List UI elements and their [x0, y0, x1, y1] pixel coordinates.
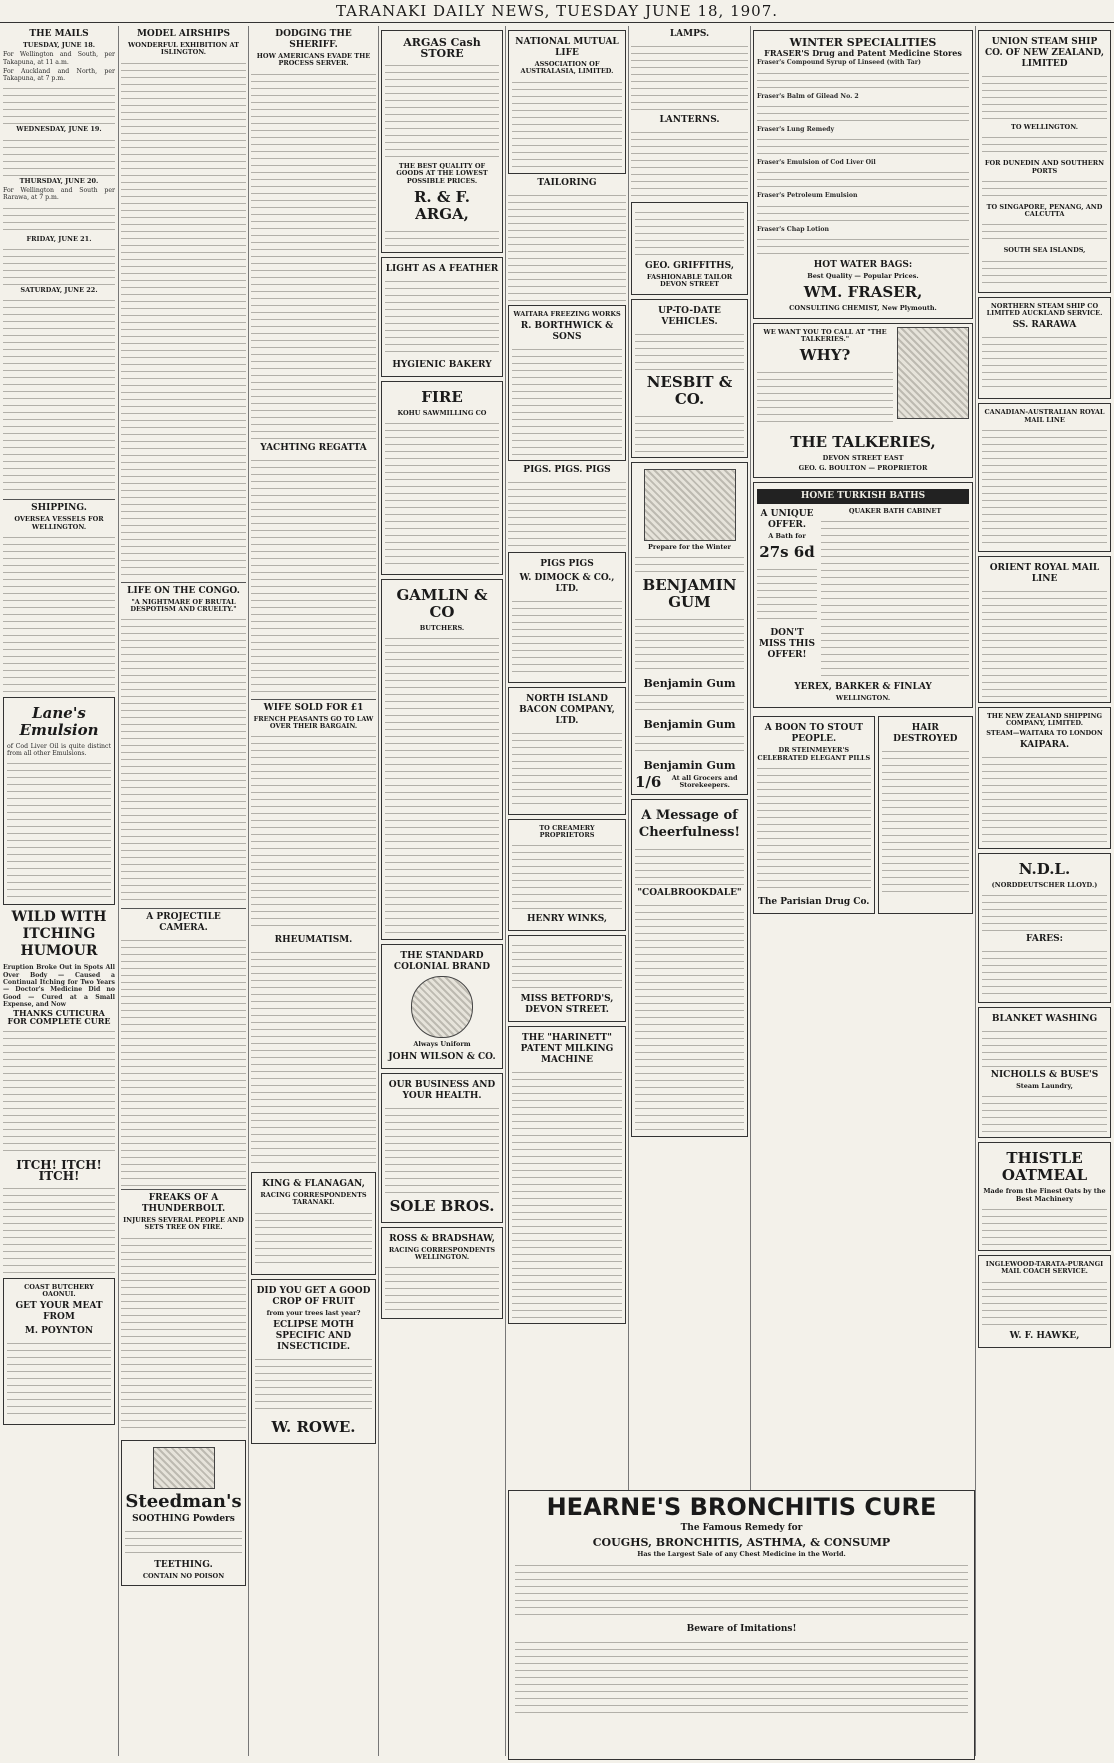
ad-ship: KAIPARA.: [1019, 739, 1070, 750]
ad-subtitle: FASHIONABLE TAILOR DEVON STREET: [646, 273, 733, 289]
ad-title: LIGHT AS A FEATHER: [385, 263, 499, 274]
body-text: [757, 69, 969, 91]
body-text: [757, 168, 969, 190]
ad-street: DEVON STREET EAST: [822, 454, 904, 463]
body-text: [982, 220, 1107, 245]
ad-product: Benjamin Gum: [643, 758, 736, 772]
body-text: [982, 753, 1107, 843]
body-text: [255, 1355, 372, 1415]
mail-coach-ad: [978, 1255, 1111, 1348]
article-heading: FREAKS OF A THUNDERBOLT.: [141, 1193, 226, 1215]
cuticura-tagline: THANKS CUTICURA FOR COMPLETE CURE: [7, 1008, 111, 1026]
body-text: [121, 1234, 246, 1434]
article-heading: YACHTING REGATTA: [260, 442, 367, 453]
body-text: [3, 1184, 115, 1274]
article-heading: A PROJECTILE CAMERA.: [146, 912, 221, 934]
borthwick-ad: [508, 305, 626, 461]
body-text: [385, 61, 499, 161]
ad-subtitle: The Famous Remedy for: [680, 1523, 803, 1533]
body-text: [982, 947, 1107, 997]
body-text: [385, 1104, 499, 1194]
body-text: [631, 42, 748, 112]
body-text: [515, 1561, 968, 1621]
divider: [121, 582, 246, 583]
body-text: [757, 764, 871, 894]
body-text: [251, 732, 376, 932]
fraser-ad: [753, 30, 973, 319]
ad-list: COUGHS, BRONCHITIS, ASTHMA, & CONSUMP: [592, 1536, 891, 1549]
griffiths-ad: [631, 202, 748, 295]
ad-item: Fraser's Petroleum Emulsion: [757, 192, 858, 200]
blanket-washing-ad: [978, 1007, 1111, 1138]
body-text: [631, 128, 748, 198]
ad-name: R. BORTHWICK & SONS: [520, 320, 614, 342]
body-text: [3, 245, 115, 285]
ad-quality: Best Quality — Popular Prices.: [807, 272, 919, 281]
ad-name: GEO. GRIFFITHS,: [644, 261, 734, 271]
ad-fares: FARES:: [1025, 934, 1063, 945]
body-text: [508, 191, 626, 301]
body-text: [635, 208, 744, 258]
body-text: [512, 345, 622, 455]
pills-hair-row: [753, 712, 973, 918]
ad-subtitle: BUTCHERS.: [419, 624, 465, 633]
henry-winks-ad: [508, 819, 626, 932]
article-subheading: "A NIGHTMARE OF BRUTAL DESPOTISM AND CRUELTY.": [130, 597, 237, 613]
body-text: [982, 1278, 1107, 1328]
ad-title: THISTLE OATMEAL: [1001, 1149, 1088, 1185]
ad-title: OUR BUSINESS AND YOUR HEALTH.: [388, 1079, 496, 1101]
pigs-heading: PIGS. PIGS. PIGS: [523, 464, 611, 475]
body-text: [982, 1027, 1107, 1067]
ad-name: W. ROWE.: [271, 1418, 356, 1437]
baths-text: [821, 506, 969, 679]
body-text: [982, 1205, 1107, 1245]
hygienic-bakery-ad: [381, 257, 503, 377]
body-text: [512, 78, 622, 168]
king-flanagan-ad: [251, 1172, 376, 1275]
talkeries-text: [757, 327, 893, 431]
ad-title: THE STANDARD COLONIAL BRAND: [393, 951, 491, 973]
shipping-heading: SHIPPING.: [31, 503, 87, 514]
body-text: [385, 634, 499, 934]
body-text: [512, 729, 622, 809]
body-text: [635, 553, 744, 573]
ad-name: SOLE BROS.: [389, 1196, 495, 1215]
union-steam-ad: [978, 30, 1111, 293]
ad-question: DID YOU GET A GOOD CROP OF FRUIT: [256, 1285, 371, 1307]
lamps-heading: LAMPS.: [669, 29, 710, 39]
ad-subtitle: from your trees last year?: [266, 1308, 361, 1317]
ad-name: W. DIMOCK & CO., LTD.: [519, 572, 615, 594]
mails-day: FRIDAY, JUNE 21.: [26, 234, 92, 243]
bacon-company-ad: [508, 687, 626, 815]
mails-line: For Wellington and South, per Takapuna, at 11 a.m.: [3, 51, 115, 66]
mails-day: WEDNESDAY, JUNE 19.: [16, 125, 102, 134]
ad-title: A BOON TO STOUT PEOPLE.: [764, 723, 863, 745]
sole-bros-ad: [381, 1073, 503, 1223]
phonograph-illustration: [897, 327, 969, 419]
ad-ship: SS. RARAWA: [1012, 320, 1077, 331]
ad-title: INGLEWOOD-TARATA-PURANGI MAIL COACH SERVICE.: [985, 1260, 1104, 1276]
ad-title: PIGS PIGS: [540, 558, 594, 569]
mails-day: SATURDAY, JUNE 22.: [20, 285, 98, 294]
nesbit-ad: [631, 299, 748, 458]
ad-route: TO WELLINGTON.: [1011, 123, 1078, 131]
ad-title: BLANKET WASHING: [991, 1014, 1098, 1025]
body-text: [982, 333, 1107, 393]
ad-title: GAMLIN & CO: [396, 586, 488, 622]
mails-line: For Wellington and South per Rarawa, at 7 p.m.: [3, 187, 115, 202]
ad-route: SOUTH SEA ISLANDS,: [1003, 246, 1086, 255]
body-text: [512, 941, 622, 991]
body-text: [512, 597, 622, 677]
ad-item: Fraser's Balm of Gilead No. 2: [757, 92, 859, 100]
body-text: [251, 948, 376, 1168]
ad-name: W. F. HAWKE,: [1009, 1330, 1080, 1341]
ad-title: ORIENT ROYAL MAIL LINE: [989, 562, 1100, 584]
mails-heading: THE MAILS: [29, 29, 89, 39]
body-text: [3, 136, 115, 176]
body-text: [385, 227, 499, 247]
price-row: [635, 774, 744, 791]
ad-note: CONTAIN NO POISON: [142, 1571, 225, 1580]
body-text: [635, 691, 744, 716]
steedmans-illustration: [153, 1447, 215, 1489]
column-rule: [505, 26, 506, 1756]
milking-machine-ad: [508, 1026, 626, 1324]
ad-title: ROSS & BRADSHAW,: [389, 1233, 495, 1244]
body-text: [121, 615, 246, 905]
body-text: [3, 533, 115, 693]
ad-price: 1/6: [635, 772, 662, 791]
article-heading: DODGING THE SHERIFF.: [275, 29, 352, 50]
national-mutual-ad: [508, 30, 626, 174]
ad-line: Has the Largest Sale of any Chest Medicine in the World.: [637, 1550, 846, 1558]
talkeries-row: [757, 327, 969, 431]
ad-route: TO SINGAPORE, PENANG, AND CALCUTTA: [986, 202, 1103, 219]
ad-subtitle: (NORDDEUTSCHER LLOYD.): [991, 880, 1098, 889]
baths-offer: [757, 506, 817, 679]
baths-row: [757, 506, 969, 679]
ad-title: THE "HARINETT" PATENT MILKING MACHINE: [520, 1033, 614, 1066]
ad-subtitle: QUAKER BATH CABINET: [848, 506, 942, 515]
ad-title: UP-TO-DATE VEHICLES.: [658, 305, 721, 327]
ad-product: Benjamin Gum: [643, 676, 736, 690]
body-text: [515, 1638, 968, 1718]
butchery-sub: GET YOUR MEAT FROM: [15, 1301, 103, 1323]
body-text: [635, 732, 744, 757]
ad-name: JOHN WILSON & CO.: [388, 1051, 496, 1062]
mails-day: TUESDAY, JUNE 18.: [22, 41, 96, 49]
ad-name-sub: CONSULTING CHEMIST, New Plymouth.: [789, 304, 937, 313]
hair-destroyed-ad: [878, 716, 973, 914]
ad-subtitle: FRASER'S Drug and Patent Medicine Stores: [764, 48, 962, 58]
column-rule: [118, 26, 119, 1756]
body-text: [757, 565, 817, 625]
body-text: [635, 330, 744, 370]
ad-subtitle: Always Uniform: [413, 1040, 471, 1049]
body-text: [7, 759, 111, 899]
body-text: [982, 587, 1107, 697]
ad-name: NESBIT & CO.: [646, 372, 733, 408]
ad-owner: GEO. G. BOULTON — PROPRIETOR: [798, 463, 928, 472]
body-text: [635, 901, 744, 1131]
body-text: [251, 456, 376, 696]
body-text: [125, 1527, 242, 1557]
ad-title: Prepare for the Winter: [648, 542, 731, 551]
ad-route: FOR DUNEDIN AND SOUTHERN PORTS: [984, 159, 1105, 175]
ad-price: 27s 6d: [759, 543, 815, 562]
lanes-emulsion-ad: [3, 697, 115, 906]
ross-bradshaw-ad: [381, 1227, 503, 1320]
ad-title: NATIONAL MUTUAL LIFE: [515, 37, 619, 58]
ad-text: of Cod Liver Oil is quite distinct from all other Emulsions.: [7, 742, 111, 758]
ad-title: NORTHERN STEAM SHIP CO LIMITED AUCKLAND SERVICE.: [986, 301, 1103, 318]
ad-name: HYGIENIC BAKERY: [392, 359, 492, 370]
body-text: [757, 135, 969, 157]
masthead: TARANAKI DAILY NEWS, TUESDAY JUNE 18, 1907.: [0, 0, 1114, 23]
article-subheading: INJURES SEVERAL PEOPLE AND SETS TREE ON FIRE.: [123, 1216, 244, 1232]
talkeries-ad: [753, 323, 973, 478]
ad-title: WAITARA FREEZING WORKS: [513, 309, 621, 318]
ad-bottles: HOT WATER BAGS:: [813, 260, 913, 271]
divider: [251, 699, 376, 700]
ad-subtitle: DR STEINMEYER'S CELEBRATED ELEGANT PILLS: [757, 746, 871, 762]
ad-product: "COALBROOKDALE": [637, 887, 742, 898]
ad-item: Fraser's Compound Syrup of Linseed (with Tar): [757, 59, 921, 67]
ad-title: HEARNE'S BRONCHITIS CURE: [546, 1493, 937, 1521]
mails-line: For Auckland and North, per Takapuna, at 7 p.m.: [3, 67, 115, 83]
winter-illustration: [644, 469, 736, 541]
ad-name: WM. FRASER,: [803, 283, 923, 302]
body-text: [121, 936, 246, 1186]
article-heading: LIFE ON THE CONGO.: [127, 585, 240, 596]
brand-seal-image: [411, 976, 473, 1038]
body-text: [3, 296, 115, 496]
ad-title: NORTH ISLAND BACON COMPANY, LTD.: [519, 693, 615, 726]
lanterns-heading: LANTERNS.: [659, 115, 720, 125]
ad-subtitle: RACING CORRESPONDENTS WELLINGTON.: [388, 1245, 496, 1262]
ad-price-note: At all Grocers and Storekeepers.: [671, 774, 738, 790]
body-text: [7, 1339, 111, 1419]
body-text: [757, 202, 969, 224]
ad-city: WELLINGTON.: [835, 694, 891, 703]
ad-subtitle: STEAM—WAITARA TO LONDON: [986, 728, 1103, 737]
ad-subtitle: SOOTHING Powders: [132, 1513, 235, 1524]
column-3: [251, 26, 376, 1759]
butchery-ad: [3, 1278, 115, 1426]
ad-title: ARGAS Cash STORE: [403, 36, 481, 60]
article-heading: WIFE SOLD FOR £1: [263, 702, 364, 713]
body-text: [385, 419, 499, 569]
ad-subtitle: Made from the Finest Oats by the Best Machinery: [983, 1187, 1106, 1203]
body-text: [982, 72, 1107, 122]
benjamin-gum-ad: [631, 462, 748, 795]
ad-question: WHY?: [799, 346, 851, 365]
ad-subtitle: Steam Laundry,: [1016, 1082, 1073, 1091]
ad-product: Benjamin Gum: [643, 717, 736, 731]
ad-name: THE TALKERIES,: [790, 433, 936, 452]
gamlin-ad: [381, 579, 503, 940]
kohu-sawmilling-ad: [381, 381, 503, 575]
ad-title: FIRE: [421, 387, 463, 406]
thistle-oatmeal-ad: [978, 1142, 1111, 1251]
body-text: [255, 1209, 372, 1269]
ad-subtitle: RACING CORRESPONDENTS TARANAKI.: [260, 1191, 367, 1207]
body-text: [982, 257, 1107, 287]
steedmans-ad: [121, 1440, 246, 1586]
body-text: [982, 1092, 1107, 1132]
column-1: [3, 26, 115, 1759]
divider: [121, 1189, 246, 1190]
ad-title: THE NEW ZEALAND SHIPPING COMPANY, LIMITED.: [986, 711, 1103, 728]
ad-subtitle: KOHU SAWMILLING CO: [397, 408, 487, 417]
ad-title: HOME TURKISH BATHS: [757, 489, 969, 504]
ad-name: R. & F. ARGA,: [413, 187, 471, 223]
stout-people-ad: [753, 716, 875, 914]
body-text: [508, 478, 626, 548]
orient-line-ad: [978, 556, 1111, 703]
body-text: [982, 891, 1107, 931]
ad-title: KING & FLANAGAN,: [262, 1179, 365, 1190]
ad-subtitle: THE BEST QUALITY OF GOODS AT THE LOWEST POSSIBLE PRICES.: [396, 162, 488, 185]
ad-name: The Parisian Drug Co.: [758, 897, 870, 908]
article-heading: RHEUMATISM.: [274, 935, 353, 946]
divider: [3, 499, 115, 500]
body-text: [757, 102, 969, 124]
betford-ad: [508, 935, 626, 1022]
butchery-title: COAST BUTCHERY OAONUI.: [24, 1282, 94, 1299]
body-text: [757, 235, 969, 257]
ad-title: CANADIAN-AUSTRALIAN ROYAL MAIL LINE: [984, 408, 1105, 424]
article-subheading: FRENCH PEASANTS GO TO LAW OVER THEIR BARGAIN.: [253, 714, 374, 730]
coalbrookdale-ad: [631, 799, 748, 1137]
body-text: [3, 1027, 115, 1157]
body-text: [635, 845, 744, 885]
hearnes-bronchitis-ad: [508, 1490, 975, 1760]
body-text: [512, 1068, 622, 1318]
tailoring-heading: TAILORING: [537, 177, 597, 188]
fruit-crop-ad: [251, 1279, 376, 1444]
column-rule: [248, 26, 249, 1756]
argas-store-ad: [381, 30, 503, 253]
body-text: [982, 426, 1107, 546]
body-text: [635, 615, 744, 675]
body-text: [385, 1263, 499, 1313]
article-heading: MODEL AIRSHIPS: [136, 29, 231, 39]
body-text: [982, 177, 1107, 202]
ad-offer: A UNIQUE OFFER.: [760, 508, 814, 530]
ad-price-label: A Bath for: [768, 531, 806, 540]
dimock-ad: [508, 552, 626, 683]
ad-name: NICHOLLS & BUSE'S: [990, 1070, 1099, 1081]
canadian-australian-ad: [978, 403, 1111, 552]
ad-title: WINTER SPECIALITIES: [789, 36, 937, 49]
ad-name: YEREX, BARKER & FINLAY: [794, 682, 932, 693]
cuticura-headline: WILD WITH ITCHING HUMOUR: [11, 909, 107, 960]
column-2: [121, 26, 246, 1759]
ad-for: TEETHING.: [154, 1559, 213, 1570]
body-text: [251, 70, 376, 440]
ad-item: Fraser's Emulsion of Cod Liver Oil: [757, 159, 876, 167]
body-text: [635, 412, 744, 452]
body-text: [121, 59, 246, 579]
turkish-baths-ad: [753, 482, 973, 709]
ad-title: Steedman's: [125, 1490, 242, 1512]
butchery-name: M. POYNTON: [24, 1326, 94, 1337]
ad-subtitle: ASSOCIATION OF AUSTRALASIA, LIMITED.: [520, 60, 614, 76]
ad-title: UNION STEAM SHIP CO. OF NEW ZEALAND, LIMITED: [985, 37, 1104, 69]
mails-day: THURSDAY, JUNE 20.: [19, 176, 99, 185]
body-text: [882, 747, 969, 897]
body-text: [982, 133, 1107, 158]
ad-title: HAIR DESTROYED: [893, 723, 958, 745]
column-rule: [975, 26, 976, 1756]
ad-item: Fraser's Lung Remedy: [757, 125, 835, 133]
body-text: [385, 277, 499, 357]
northern-steam-ad: [978, 297, 1111, 400]
body-text: [3, 84, 115, 124]
john-wilson-ad: [381, 944, 503, 1068]
ad-title: TO CREAMERY PROPRIETORS: [539, 823, 595, 840]
article-subheading: WONDERFUL EXHIBITION AT ISLINGTON.: [128, 41, 239, 57]
article-subheading: HOW AMERICANS EVADE THE PROCESS SERVER.: [256, 52, 371, 68]
column-rule: [378, 26, 379, 1756]
ndl-ad: [978, 853, 1111, 1003]
ad-name: BENJAMIN GUM: [642, 575, 737, 611]
body-text: [3, 204, 115, 234]
shipping-subheading: OVERSEA VESSELS FOR WELLINGTON.: [14, 515, 104, 531]
ad-miss: DON'T MISS THIS OFFER!: [758, 628, 816, 661]
cuticura-subhead: Eruption Broke Out in Spots All Over Body — Caused a Continual Itching for Two Years — Doctor's Medicine Did no Good — Cured at a Small Expense, and Now: [3, 964, 115, 1008]
ad-product: ECLIPSE MOTH SPECIFIC AND INSECTICIDE.: [273, 1320, 354, 1353]
ad-title: N.D.L.: [1018, 859, 1071, 878]
ad-item: Fraser's Chap Lotion: [757, 225, 829, 233]
ad-beware: Beware of Imitations!: [686, 1624, 797, 1634]
column-4: [381, 26, 503, 1759]
ad-title: A Message of Cheerfulness!: [638, 807, 741, 840]
body-text: [821, 517, 969, 677]
ad-name: HENRY WINKS,: [526, 914, 608, 925]
ad-title: WE WANT YOU TO CALL AT "THE TALKERIES.": [763, 327, 887, 343]
itch-headline: ITCH! ITCH! ITCH!: [16, 1157, 102, 1183]
body-text: [512, 841, 622, 911]
nz-shipping-ad: [978, 707, 1111, 849]
body-text: [757, 368, 893, 428]
ad-title: MISS BETFORD'S, DEVON STREET.: [520, 994, 614, 1016]
divider: [121, 908, 246, 909]
ad-title: Lane's Emulsion: [19, 703, 99, 739]
column-8: [978, 26, 1111, 1759]
